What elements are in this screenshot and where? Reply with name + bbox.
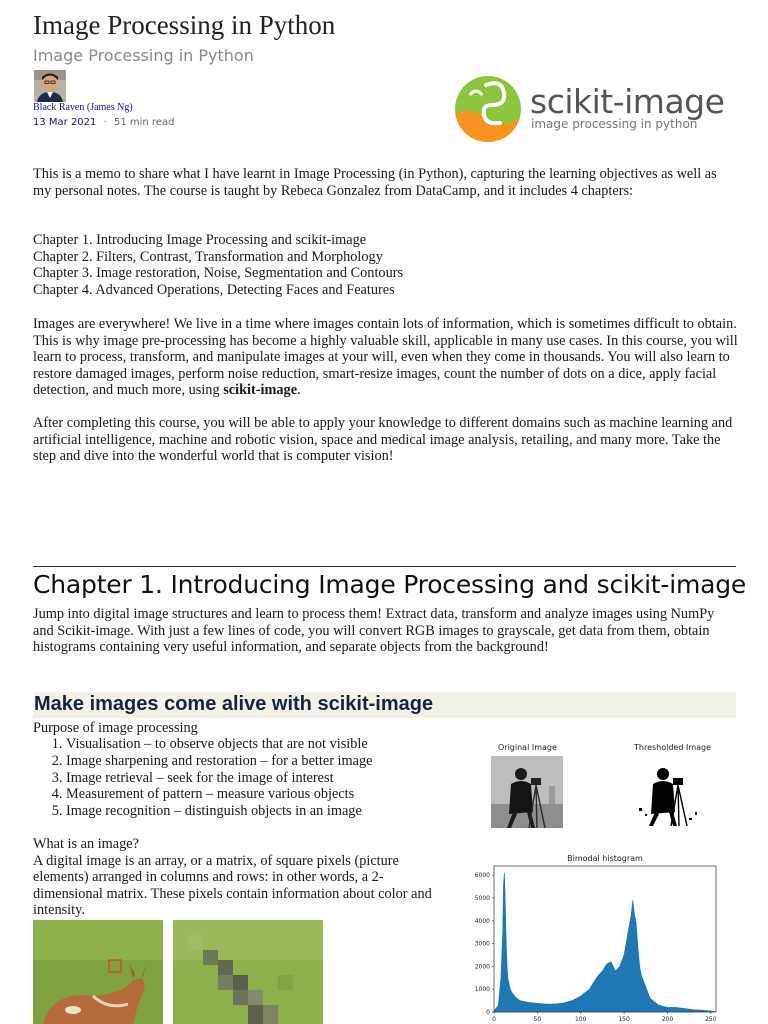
cameraman-thresholded-image: [633, 756, 705, 828]
chapter-list-item: Chapter 3. Image restoration, Noise, Segmentation and Contours: [33, 265, 404, 282]
list-item: 3. Image retrieval – seek for the image of interest: [66, 770, 372, 787]
bimodal-histogram-chart: [468, 852, 724, 1024]
x-tick-label: 50: [533, 1016, 542, 1023]
x-tick-label: 100: [574, 1016, 587, 1023]
chapter-1-title: Chapter 1. Introducing Image Processing and scikit-image: [33, 570, 747, 599]
page-subtitle: Image Processing in Python: [33, 46, 254, 65]
purpose-list: [33, 736, 372, 820]
section-heading: Make images come alive with scikit-image: [34, 693, 434, 715]
intro-paragraph-2-end: .: [297, 382, 301, 399]
histogram-series: [494, 873, 715, 1012]
y-tick-label: 6000: [474, 872, 490, 880]
chapter-list-item: Chapter 4. Advanced Operations, Detecting Faces and Features: [33, 281, 395, 298]
y-tick-label: 1000: [474, 986, 490, 994]
deer-photo-image: [33, 920, 163, 1024]
meta-separator: ·: [103, 117, 107, 128]
y-tick-label: 5000: [474, 894, 490, 902]
post-meta: [33, 117, 174, 128]
read-time: 51 min read: [113, 117, 175, 128]
y-tick-label: 2000: [474, 963, 490, 971]
cameraman-original-image: [491, 756, 563, 828]
y-tick-label: 4000: [474, 917, 490, 925]
what-is-image-text: [33, 836, 433, 919]
x-tick-label: 150: [618, 1016, 630, 1023]
chapter-list: [33, 232, 403, 298]
y-tick-label: 3000: [474, 940, 490, 948]
list-item: 4. Measurement of pattern – measure various objects: [66, 786, 372, 803]
section-divider: [33, 566, 736, 567]
intro-paragraph-2: [33, 316, 738, 399]
list-item: 1. Visualisation – to observe objects that are not visible: [66, 736, 372, 753]
list-item: 5. Image recognition – distinguish objects in an image: [66, 803, 372, 820]
logo-tagline: image processing in python: [531, 117, 698, 131]
thresholded-image-label: Thresholded Image: [634, 743, 712, 752]
what-is-image-body: A digital image is an array, or a matrix, of square pixels (picture elements) arranged in columns and rows: in other words, a 2-dimensional matrix. These pixels contain information about color and intensity.: [33, 852, 432, 919]
intro-paragraph-1: This is a memo to share what I have learnt in Image Processing (in Python), capturing the learning objectives as well as my personal notes. The course is taught by Rebeca Gonzalez from DataCamp, and it includes 4 chapters:: [33, 166, 717, 199]
x-tick-label: 250: [705, 1016, 717, 1023]
original-image-label: Original Image: [498, 743, 557, 752]
intro-paragraph-3: After completing this course, you will be able to apply your knowledge to different domains such as machine learning and artificial intelligence, machine and robotic vision, space and medical image analysis, retailing, and many more. Take the step and dive into the wonderful world that is computer vision!: [33, 415, 733, 465]
author-link[interactable]: Black Raven (James Ng): [33, 102, 133, 113]
page-title: Image Processing in Python: [33, 10, 336, 40]
x-tick-label: 0: [492, 1016, 496, 1023]
intro-paragraph-2-text: Images are everywhere! We live in a time where images contain lots of information, which is sometimes difficult to obtain. This is why image pre-processing has become a highly valuable skill, applicable in many use cases. In this course, you will learn to process, transform, and manipulate images at your will, even when they come in thousands. You will also learn to restore damaged images, perform noise reduction, smart-resize images, count the number of dots on a dice, apply facial detection, and much more, using: [33, 316, 738, 399]
pixel-zoom-image: [173, 920, 323, 1024]
chapter-list-item: Chapter 1. Introducing Image Processing and scikit-image: [33, 232, 367, 248]
x-tick-label: 200: [661, 1016, 674, 1023]
scikit-image-bold: scikit-image: [223, 382, 298, 399]
chapter-1-description: Jump into digital image structures and learn to process them! Extract data, transform and analyze images using NumPy and Scikit-image. With just a few lines of code, you will convert RGB images to grayscale, get data from them, obtain histograms containing very useful information, and separate objects from the background!: [33, 606, 715, 656]
author-avatar[interactable]: [34, 70, 66, 102]
list-item: 2. Image sharpening and restoration – for a better image: [66, 753, 372, 770]
y-tick-label: 0: [486, 1009, 490, 1016]
chart-title: Bimodal histogram: [567, 854, 643, 863]
post-date: 13 Mar 2021: [33, 117, 97, 128]
what-is-image-heading: What is an image?: [33, 836, 139, 852]
purpose-heading: Purpose of image processing: [33, 720, 198, 736]
chapter-list-item: Chapter 2. Filters, Contrast, Transformation and Morphology: [33, 248, 383, 265]
scikit-image-logo-icon: [452, 75, 524, 143]
logo-name: scikit-image: [530, 82, 725, 121]
